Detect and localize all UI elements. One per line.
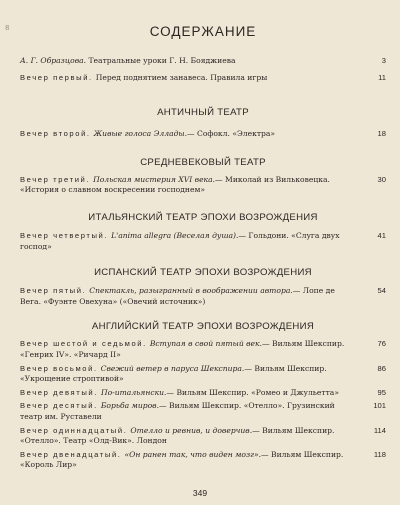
toc-entry-page: 54 (377, 286, 386, 296)
toc-entry-title: Вильям Шекспир. «Ромео и Джульетта» (174, 387, 339, 397)
toc-entry (20, 56, 386, 67)
toc-entry-label: Вечер одиннадцатый. (20, 425, 128, 435)
toc-entry-subtitle: «Он ранен так, что виден мозг».— (124, 449, 269, 459)
toc-entry-text (20, 401, 360, 422)
toc-entry-label: Вечер третий. (20, 174, 91, 184)
toc-entry-subtitle: Вступая в свой пятый век.— (149, 339, 270, 349)
toc-entry (20, 286, 386, 307)
toc-entry-text (20, 364, 360, 385)
toc-entry-text (20, 129, 360, 140)
toc-entry-label: Вечер восьмой. (20, 363, 98, 373)
toc-entry-page: 11 (378, 72, 386, 82)
toc-entry-title: Вильям Шекспир. «Отелло». Грузинский театр им. Руставели (20, 401, 335, 421)
toc-entry-subtitle: Польская мистерия XVI века.— (93, 174, 223, 184)
section-heading: ИСПАНСКИЙ ТЕАТР ЭПОХИ ВОЗРОЖДЕНИЯ (94, 267, 312, 279)
toc-entry-label: Вечер двенадцатый. (20, 449, 122, 459)
toc-entry-label: Вечер десятый. (20, 401, 98, 411)
toc-entry-page: 41 (377, 230, 386, 240)
toc-list (20, 56, 386, 471)
toc-entry (20, 175, 386, 196)
toc-entry-label: Вечер четвертый. (20, 230, 109, 240)
toc-entry-label: Вечер шестой и седьмой. (20, 339, 147, 349)
toc-entry (20, 388, 386, 399)
toc-entry-subtitle: Борьба миров.— (100, 401, 167, 411)
toc-entry (20, 339, 386, 360)
corner-mark: 8 (5, 24, 10, 32)
toc-entry-title: Вильям Шекспир. «Король Лир» (20, 449, 344, 470)
toc-entry-title: Гольдони. «Слуга двух господ» (20, 230, 340, 251)
toc-entry-title: Вильям Шекспир. «Генрих IV». «Ричард II» (20, 339, 345, 359)
toc-entry-subtitle: Спектакль, разыгранный в воображении автора.— (89, 286, 301, 296)
page-number: 349 (192, 488, 208, 498)
toc-entry-text (20, 56, 360, 67)
toc-entry-text (20, 339, 360, 360)
toc-entry (20, 231, 386, 252)
toc-entry-label: Вечер первый. (20, 72, 93, 82)
toc-entry-author: А. Г. Образцова. (20, 56, 87, 65)
toc-entry-page: 30 (377, 174, 386, 184)
toc-entry-title: Перед поднятием занавеса. Правила игры (95, 72, 268, 82)
section-heading: АНГЛИЙСКИЙ ТЕАТР ЭПОХИ ВОЗРОЖДЕНИЯ (91, 321, 315, 333)
toc-entry-page: 76 (377, 339, 386, 349)
section-heading: СРЕДНЕВЕКОВЫЙ ТЕАТР (140, 156, 266, 168)
toc-entry-title: Лопе де Вега. «Фуэнте Овехуна» («Овечий источник») (20, 286, 335, 306)
toc-entry (20, 73, 386, 84)
toc-entry-label: Вечер второй. (20, 129, 91, 139)
toc-entry-page: 114 (373, 425, 386, 435)
toc-entry-subtitle: Живые голоса Эллады.— (93, 129, 195, 139)
toc-entry-text (20, 231, 360, 252)
toc-entry-subtitle: Отелло и ревнив, и доверчив.— (130, 425, 260, 435)
page-title: СОДЕРЖАНИЕ (149, 24, 257, 39)
toc-entry (20, 129, 386, 140)
toc-entry (20, 401, 386, 422)
toc-entry-subtitle: По-итальянски.— (100, 387, 175, 397)
toc-entry-page: 95 (377, 387, 386, 397)
section-heading: ИТАЛЬЯНСКИЙ ТЕАТР ЭПОХИ ВОЗРОЖДЕНИЯ (88, 211, 318, 223)
section-heading: АНТИЧНЫЙ ТЕАТР (157, 107, 249, 119)
toc-entry-label: Вечер пятый. (20, 286, 87, 296)
toc-entry-page: 18 (377, 129, 386, 139)
toc-entry-text (20, 73, 360, 84)
toc-entry-subtitle: Свежий ветер в паруса Шекспира.— (100, 363, 252, 373)
toc-entry-page: 3 (381, 56, 386, 65)
toc-entry-label: Вечер девятый. (20, 387, 98, 397)
toc-entry-text (20, 450, 360, 471)
toc-entry-page: 86 (377, 363, 386, 373)
toc-entry-title: Вильям Шекспир. «Укрощение строптивой» (20, 363, 327, 384)
toc-entry (20, 364, 386, 385)
toc-entry-title: Театральные уроки Г. Н. Бояджиева (88, 56, 236, 65)
toc-entry-text (20, 175, 360, 196)
toc-entry-text (20, 286, 360, 307)
toc-entry-page: 118 (373, 449, 386, 459)
toc-entry-title: Софокл. «Электра» (194, 129, 276, 139)
toc-entry-page: 101 (373, 401, 386, 411)
toc-entry-text (20, 426, 360, 447)
toc-entry-title: Миколай из Вильковецка. «История о славном воскресении господнем» (20, 174, 330, 195)
toc-entry-subtitle: L'anima allegra (Веселая душа).— (111, 230, 247, 240)
toc-entry-text (20, 388, 360, 399)
toc-entry (20, 450, 386, 471)
toc-entry (20, 426, 386, 447)
toc-entry-title: Вильям Шекспир. «Отелло». Театр «Олд-Вик». Лондон (20, 425, 335, 446)
